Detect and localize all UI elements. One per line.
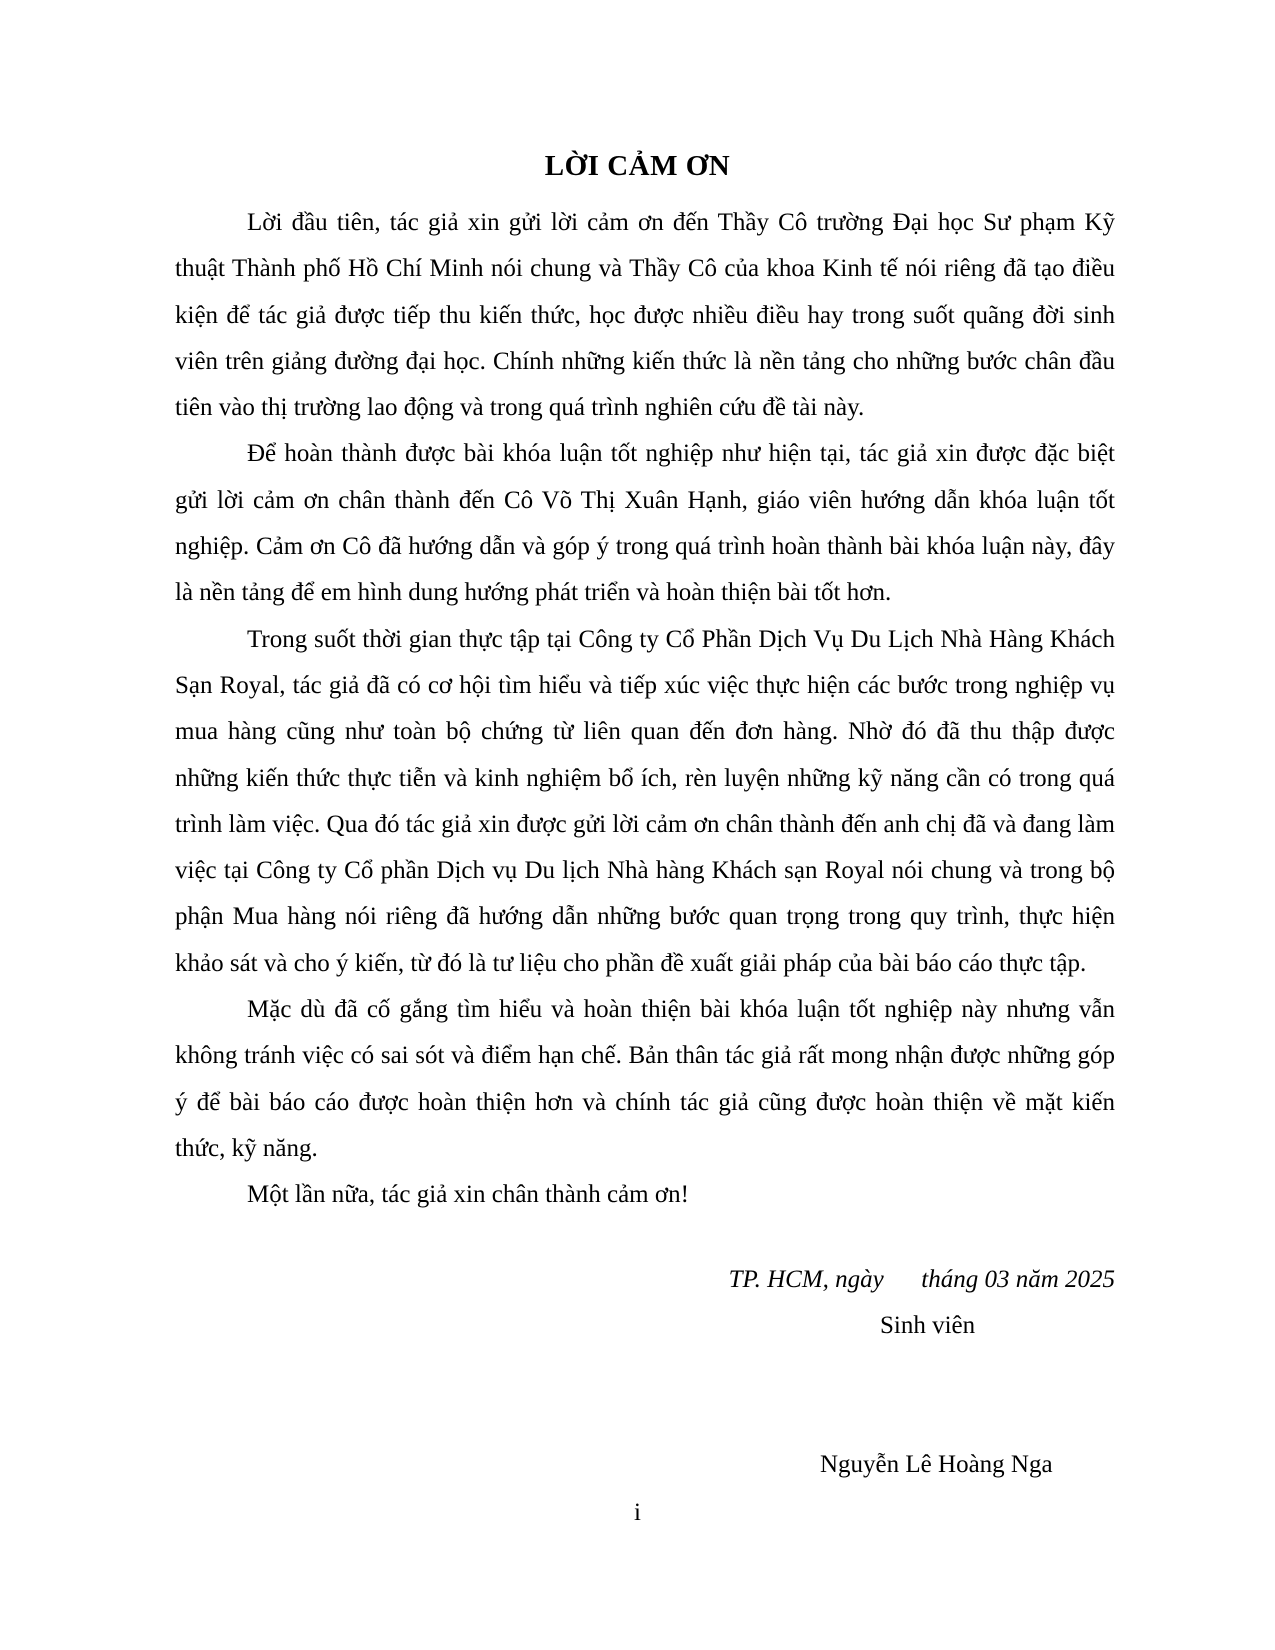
paragraph-5: Một lần nữa, tác giả xin chân thành cảm ơn! bbox=[247, 1181, 689, 1209]
paragraph-3: Trong suốt thời gian thực tập tại Công ty Cổ Phần Dịch Vụ Du Lịch Nhà Hàng Khách Sạn Royal, tác giả đã có cơ hội tìm hiểu và tiếp xúc việc thực hiện các bước trong nghiệp vụ mua hàng cũng như toàn bộ chứng từ liên quan đến đơn hàng. Nhờ đó đã thu thập được những kiến thức thực tiễn và kinh nghiệm bổ ích, rèn luyện những kỹ năng cần có trong quá trình làm việc. Qua đó tác giả xin được gửi lời cảm ơn chân thành đến anh chị đã và đang làm việc tại Công ty Cổ phần Dịch vụ Du lịch Nhà hàng Khách sạn Royal nói chung và trong bộ phận Mua hàng nói riêng đã hướng dẫn những bước quan trọng trong quy trình, thực hiện khảo sát và cho ý kiến, từ đó là tư liệu cho phần đề xuất giải pháp của bài báo cáo thực tập. bbox=[175, 625, 1115, 977]
page-number: i bbox=[634, 1499, 641, 1526]
paragraph-4: Mặc dù đã cố gắng tìm hiểu và hoàn thiện bài khóa luận tốt nghiệp này nhưng vẫn không tránh việc có sai sót và điểm hạn chế. Bản thân tác giả rất mong nhận được những góp ý để bài báo cáo được hoàn thiện hơn và chính tác giả cũng được hoàn thiện về mặt kiến thức, kỹ năng. bbox=[175, 996, 1115, 1162]
date-line: TP. HCM, ngày tháng 03 năm 2025 bbox=[728, 1266, 1115, 1293]
page-title: LỜI CẢM ƠN bbox=[544, 150, 731, 182]
paragraph-2: Để hoàn thành được bài khóa luận tốt nghiệp như hiện tại, tác giả xin được đặc biệt gửi lời cảm ơn chân thành đến Cô Võ Thị Xuân Hạnh, giáo viên hướng dẫn khóa luận tốt nghiệp. Cảm ơn Cô đã hướng dẫn và góp ý trong quá trình hoàn thành bài khóa luận này, đây là nền tảng để em hình dung hướng phát triển và hoàn thiện bài tốt hơn. bbox=[175, 440, 1115, 607]
signature-role: Sinh viên bbox=[880, 1312, 976, 1339]
paragraph-1: Lời đầu tiên, tác giả xin gửi lời cảm ơn đến Thầy Cô trường Đại học Sư phạm Kỹ thuật Thành phố Hồ Chí Minh nói chung và Thầy Cô của khoa Kinh tế nói riêng đã tạo điều kiện để tác giả được tiếp thu kiến thức, học được nhiều điều hay trong suốt quãng đời sinh viên trên giảng đường đại học. Chính những kiến thức là nền tảng cho những bước chân đầu tiên vào thị trường lao động và trong quá trình nghiên cứu đề tài này. bbox=[175, 209, 1115, 422]
acknowledgement-body bbox=[175, 200, 1115, 1219]
student-name: Nguyễn Lê Hoàng Nga bbox=[820, 1451, 1053, 1478]
